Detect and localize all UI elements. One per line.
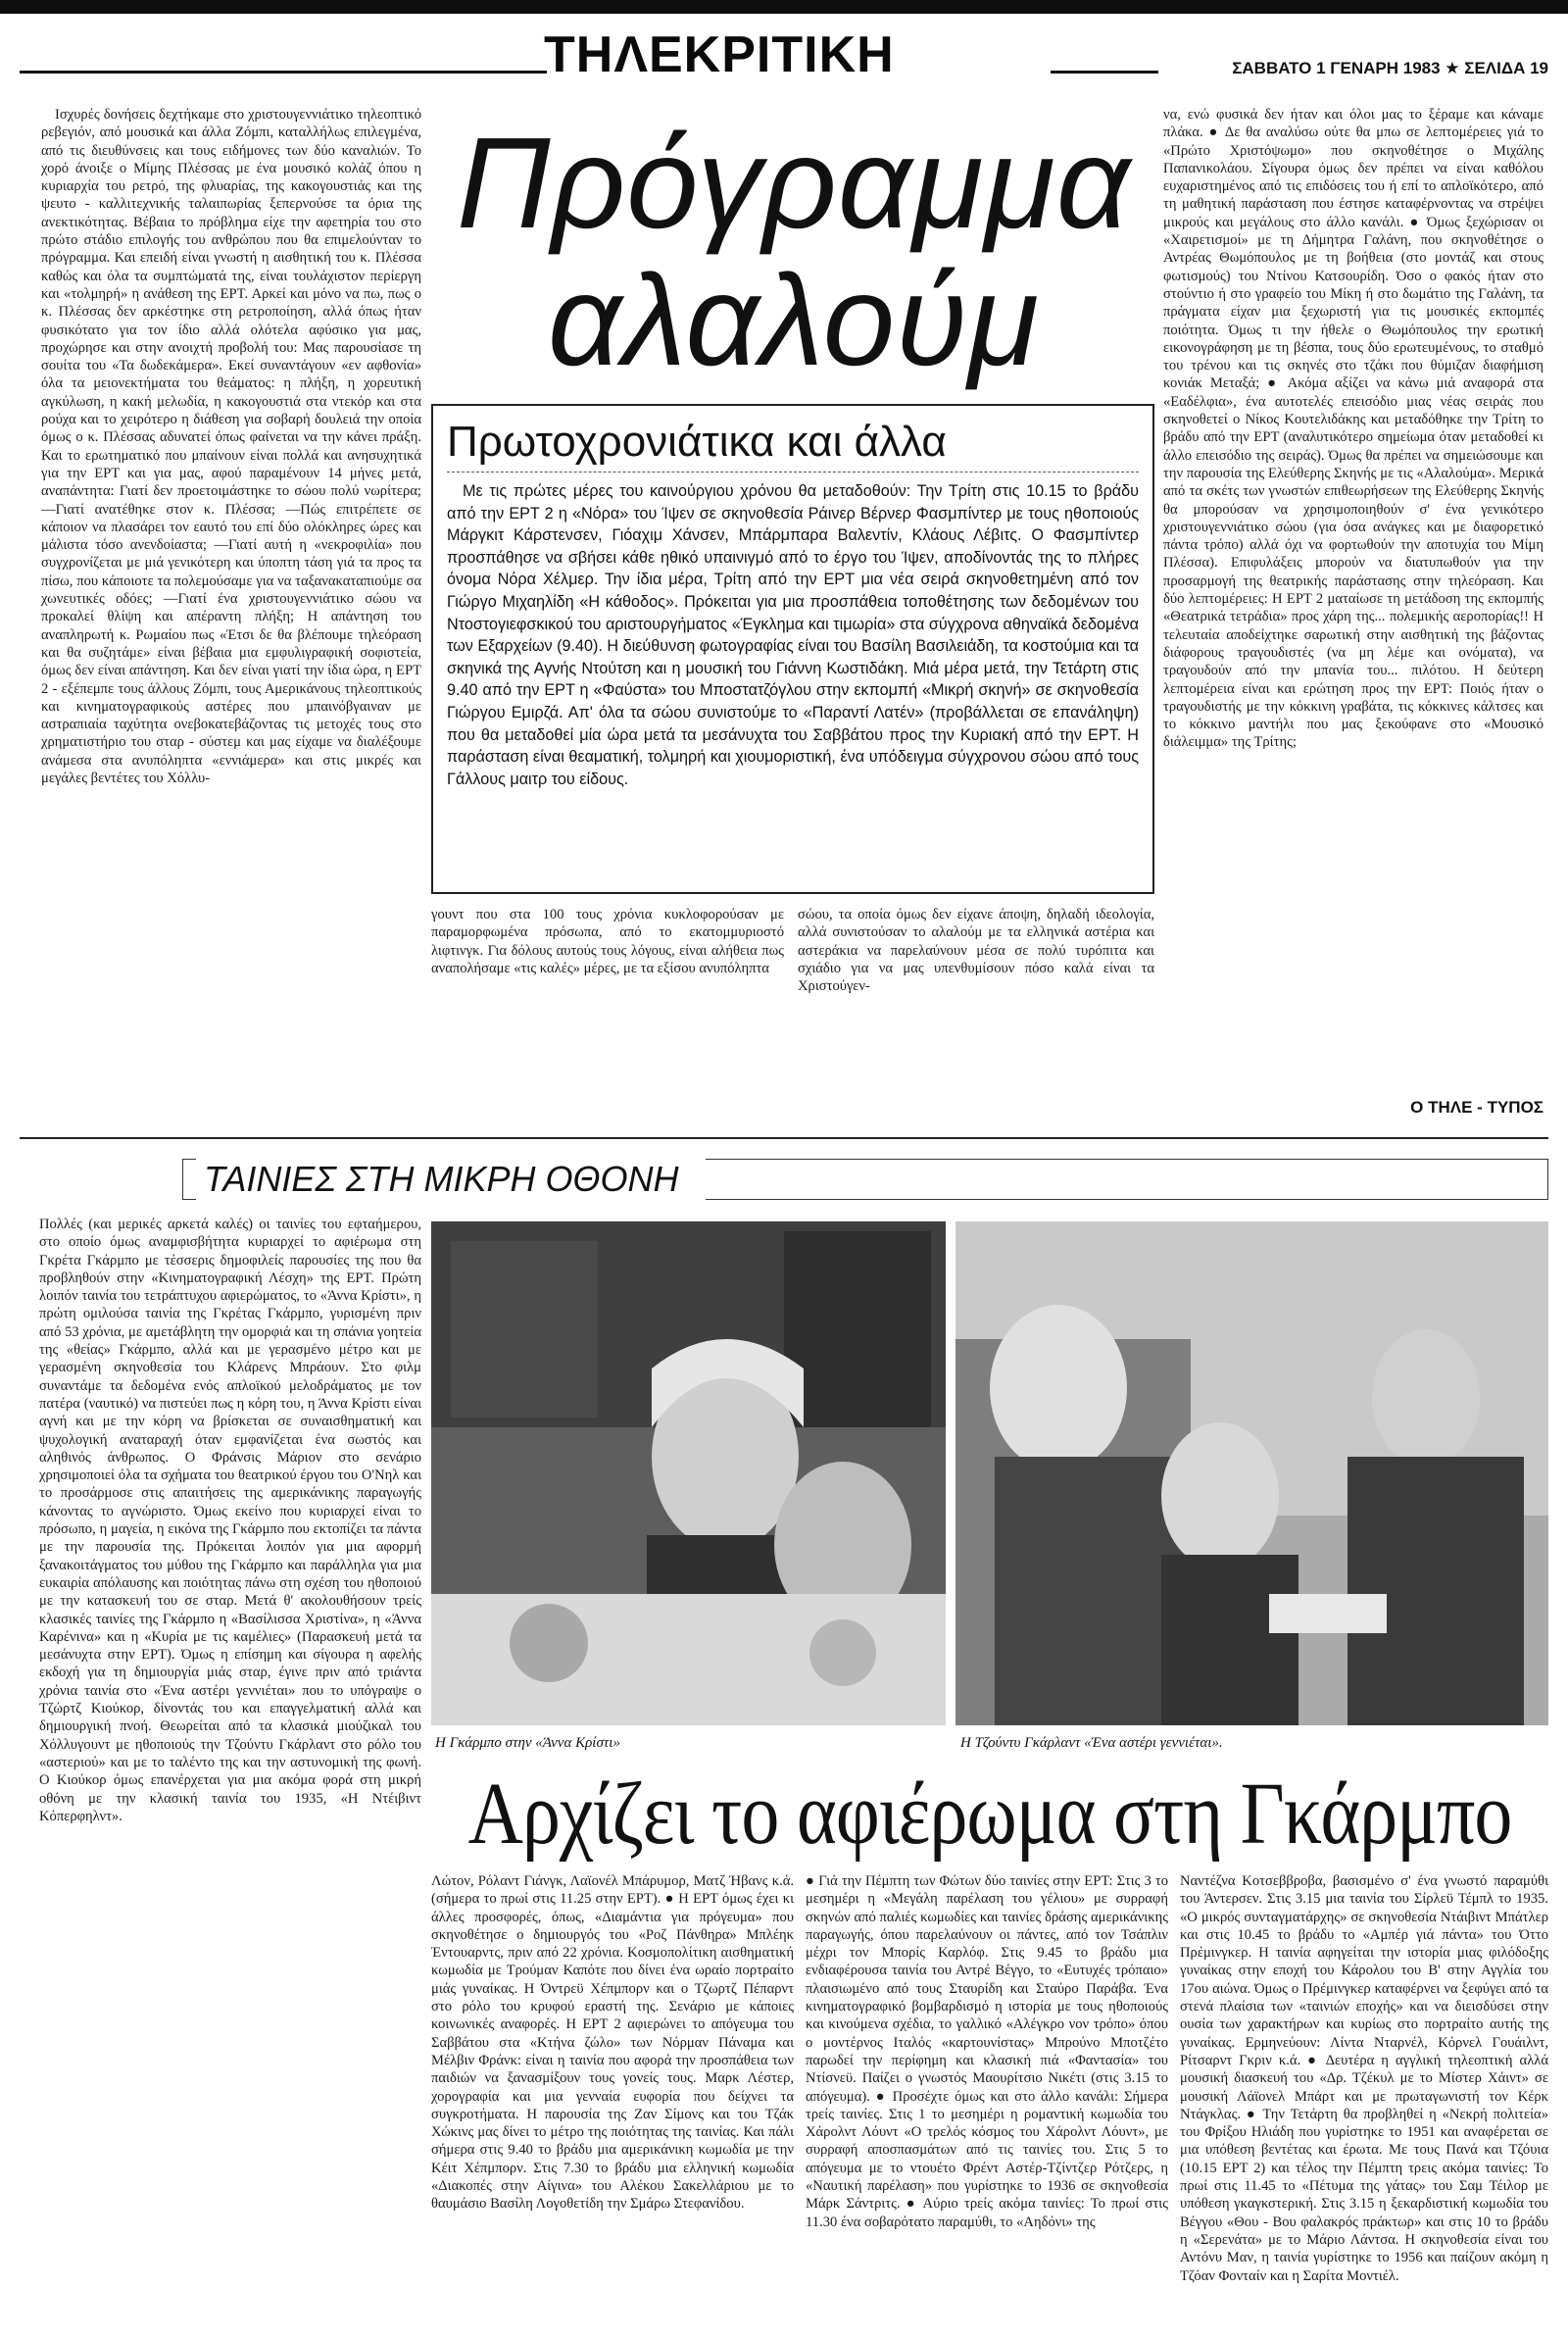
films-banner: ΤΑΙΝΙΕΣ ΣΤΗ ΜΙΚΡΗ ΟΘΟΝΗ — [196, 1157, 706, 1202]
films-mid-col2: ● Γιά την Πέμπτη των Φώτων δύο ταινίες στην ΕΡΤ: Στις 3 το μεσημέρι η «Μεγάλη παρέλαση του γέλιου» με συρραφή σκηνών από παλιές κωμωδίες και ταινίες δράσης αμερικάνικης παραγωγής, όπου παρελαύνουν οι πάντες, από τον Τσάπλιν μέχρι τον Μπορίς Καρλόφ. Στις 9.45 το βράδυ μια ενδιαφέρουσα ταινία του Αντρέ Βέγγο, το «Ευτυχές τρόπαιο» πλαισιωμένο από τους Σταυρίδη και Σταύρο Παράβα. Ένα κινηματογραφικό βομβαρδισμό η ιστορία με τους ηθοποιούς και κινούμενα σχέδια, το γαλλικό «Αλέγκρο νον τρόπο» όπου ο μοντέρνος Ιταλός «καρτουνίστας» Μπρούνο Μποτζέτο παρωδεί την περίφημη και κλασική πιά «Φαντασία» του Ντίσνεϋ. Παίζει ο γνωστός Μαουρίτσιο Νικέτι (στις 3.15 το απόγευμα). ● Προσέχτε όμως και στο άλλο κανάλι: Σήμερα τρείς ταινίες. Στις 1 το μεσημέρι η ρομαντική κωμωδία του Χάρολντ Λόυντ «Ο τρελός κόσμος του Χάρολντ Λόυντ», με συρραφή αποσπασμάτων από τις ταινίες του. Στις 5 το απόγευμα με το ντουέτο Φρέντ Αστέρ-Τζίντζερ Ρότζερς, η «Ναυτική παρέλαση» που γυρίστηκε το 1936 σε σκηνοθεσία Μάρκ Σάντριτς. ● Αύριο τρείς ακόμα ταινίες: Το πρωί στις 11.30 ένα σοβαρότατο παραμύθι, το «Αηδόνι» της — [806, 1873, 1168, 2230]
garland-photo-drawing — [956, 1221, 1548, 1725]
masthead-right-rule — [1051, 71, 1158, 74]
garbo-headline: Αρχίζει το αφιέρωμα στη Γκάρμπο — [467, 1764, 1512, 1863]
caption-garbo: Η Γκάρμπο στην «Άννα Κρίστι» — [435, 1735, 620, 1751]
boxed-story-heading: Πρωτοχρονιάτικα και άλλα — [447, 416, 1139, 473]
films-mid-col1: Λώτον, Ρόλαντ Γιάνγκ, Λαϊονέλ Μπάρυμορ, Ματζ Ήβανς κ.ά. (σήμερα το πρωί στις 11.25 στην ΕΡΤ). ● Η ΕΡΤ όμως έχει κι άλλες προσφορές, όπως, «Διαμάντια για πρόγευμα» που σκηνοθέτησε ο δημιουργός του «Ροζ Πάνθηρα» Μπλέηκ Έντουαρντς, πριν από 22 χρόνια. Κοσμοπολίτικη αισθηματική κωμωδία με Τρούμαν Καπότε που δίνει ένα ωραίο πορτραίτο μιάς γυναίκας. Η Όντρεϋ Χέπμπορν και ο Τζωρτζ Πέπαρντ στο ρόλο του κρυφού εραστή της. Σενάριο με κάποιες κοινωνικές αναφορές. Η ΕΡΤ 2 αφιερώνει το απόγευμα του Σαββάτου στα «Κτήνα ζώλο» των Νόρμαν Πάναμα και Μέλβιν Φράνκ: είναι η ταινία που αφορά την προσπάθεια των παιδιών να ξανασμίξουν τους γονείς τους. Μαρκ Λέστερ, χορογραφία και μια γενναία ευφορία που δείχνει τα συγκροτήματα. Η παρουσία της Ζαν Σίμονς και του Τζάκ Χώκινς μας δίνει το μέτρο της ποιότητας της ταινίας. Και πάλι σήμερα στις 9.40 το βράδυ μια αμερικάνικη κωμωδία με την Κέιτ Χέπμπορν. Στις 7.30 το βράδυ μια ελληνική κωμωδία «Διακοπές στην Αίγινα» του Αλέκου Σακελλάριου με το θαυμάσιο Βασίλη Λογοθετίδη την Σμάρω Στεφανίδου. — [431, 1873, 794, 2213]
masthead-left-rule — [20, 71, 547, 74]
caption-garland: Η Τζούντυ Γκάρλαντ «Ένα αστέρι γεννιέται». — [960, 1735, 1223, 1751]
top-story-bottom-col2: γουντ που στα 100 τους χρόνια κυκλοφορούσαν με παραμορφωμένα πρόσωπα, από το εκατομμυριοστό λιφτινγκ. Για δόλους αυτούς τους λόγους, είναι αλήθεια πως αναπολήσαμε «τις καλές» μέρες, με τα εξίσου ανυπόληπτα — [431, 907, 784, 976]
section-divider — [20, 1137, 1548, 1139]
headline-alaloum: αλαλούμ — [547, 248, 1041, 392]
garbo-photo-drawing — [431, 1221, 946, 1725]
boxed-story-body: Με τις πρώτες μέρες του καινούργιου χρόνου θα μεταδοθούν: Την Τρίτη στις 10.15 το βράδυ από την ΕΡΤ 2 η «Νόρα» του Ίψεν σε σκηνοθεσία Ράινερ Βέρνερ Φασμπίντερ με τους ηθοποιούς Μάργκιτ Κάρστενσεν, Γιόαχιμ Χάνσεν, Μπάρμπαρα Βαλεντίν, Κλάους Λέβιτς. Ο Φασμπίντερ προσπάθησε να σβήσει κάθε ηθικό υπαινιγμό από το έργο του Ίψεν, αποδίνοντάς της το πλήρες όνομα Νόρα Χέλμερ. Την ίδια μέρα, Τρίτη από την ΕΡΤ μια νέα σειρά σκηνοθετημένη από τον Γιώργο Μιχαηλίδη «Η κάθοδος». Πρόκειται για μια προσπάθεια τοποθέτησης των δεδομένων του Ντοστογιεφσκικού του αριστουργήματος «Έγκλημα και τιμωρία» στα σύγχρονα αθηναϊκά δεδομένα των Εξαρχείων (9.40). Η διεύθυνση φωτογραφίας είναι του Βασίλη Βασιλειάδη, τα κοστούμια και τα σκηνικά της Αγνής Ντούτση και η μουσική του Γιάννη Κωστιδάκη. Μιά μέρα μετά, την Τετάρτη στις 9.40 από την ΕΡΤ η «Φαύστα» του Μποστατζόγλου στην εκπομπή «Μικρή σκηνή» σε σκηνοθεσία Γιώργου Εμιρζά. Απ' όλα τα σώου συνιστούμε το «Παραντί Λατέν» (προβάλλεται σε επανάληψη) που θα μεταδοθεί μία ώρα μετά τα μεσάνυχτα του Σαββάτου προς την Κυριακή από την ΕΡΤ. Η παράσταση είναι θεαματική, τολμηρή και χιουμοριστική, ένα υπόδειγμα σύγχρονου σώου από τους Γάλλους μαιτρ του είδους. — [447, 482, 1139, 788]
top-black-rule — [0, 0, 1568, 14]
author-signature: Ο ΤΗΛΕ - ΤΥΠΟΣ — [1410, 1098, 1544, 1117]
date-page-line: ΣΑΒΒΑΤΟ 1 ΓΕΝΑΡΗ 1983 ★ ΣΕΛΙΔΑ 19 — [1232, 59, 1548, 77]
top-story-col1: Ισχυρές δονήσεις δεχτήκαμε στο χριστουγεννιάτικο τηλεοπτικό ρεβεγιόν, από μουσικά και άλλα Ζόμπι, καταλλήλως επιλεγμένα, από τις διευθύνσεις και τους ειδήμονες των δύο καναλιών. Το χορό άνοιξε ο Μίμης Πλέσσας με ένα μουσικό κολάζ όπου η κυριαρχία του ρετρό, της φλυαρίας, της κακογουστιάς και της ψευτο - καλλιτεχνικής ταλαιπωρίας ξεπερνούσε τα όρια της ανεκτικότητας. Βέβαια το πρόβλημα είχε την αφετηρία του στο πρώτο στάδιο επιλογής του ανθρώπου που θα επιμελούνταν το πρόγραμμα. Και επειδή είναι γνωστή η αισθητική του κ. Πλέσσα καθώς και όλα τα συμπτώματά της, είναι τουλάχιστον περίεργη και «τολμηρή» η ανάθεση της ΕΡΤ. Αρκεί και μόνο να πω, πως ο κ. Πλέσσας δεν αρκέστηκε στη ρετροποίηση, αλλά όπως ήταν φυσικότατο για τον ίδιο αλλά ολότελα αφύσικο για μας, προχώρησε και στην ανοιχτή προβολή του: Μας παρουσίασε τη σουίτα του «Τα δωδεκάμερα». Εκεί συναντάγουν «εν αφθονία» όλα τα μειονεκτήματα του θεάματος: η πλήξη, η χορευτική αγκύλωση, η κακή μελωδία, η κακογουστιά στα ντεκόρ και στα ρούχα και το χειρότερο η διάθεση για σοβαρή δουλειά την οποία όμως ο κ. Πλέσσας αδυνατεί όπως φαίνεται να την κάνει πράξη. Και το ερωτηματικό που μπαίνουν είναι πολλά και ανησυχητικά για την ΕΡΤ και για μας, αφού παραμένουν 14 μήνες μετά, αναπάντητα: Γιατί δεν προετοιμάστηκε το σώου πολύ νωρίτερα; —Γιατί ανατέθηκε στον κ. Πλέσσα; —Πώς επιτρέπετε σε κάποιον να πλασάρει τον εαυτό του επί δύο ολόκληρες ώρες και μάλιστα τόσο ανενδοίαστα; —Γιατί αυτή η «νεκροφιλία» που συγχρονίζεται με μιά γενικότερη και ύποπτη τάση γιά τα προς τα πίσω, που κάποιοτε τα πολεμούσαμε για να ταξανακαταπιούμε σα χωνευτικές οδόες; —Γιατί ένα χριστουγεννιάτικο σώου να προκαλεί θλίψη και απέραντη πλήξη; Η απάντηση του αναπληρωτή κ. Ρωμαίου πως «Έτσι δε θα βλέπουμε τηλεόραση και θα συζητάμε» είναι βέβαια μια εμφυλιγραφική σοφιστεία, όμως δεν είναι απάντηση. Και δεν είναι γιατί την ίδια ώρα, η ΕΡΤ 2 - εξέπεμπε τους άλλους Ζόμπι, τους Αμερικάνους τηλεοπτικούς και κινηματογραφικούς αστέρες που μπαινόβγαιναν με αστραπιαία ταχύτητα ονεβοκατεβάζοντας τις μετοχές τους στο χρηματιστήριο του σταρ - σύστεμ και μας είχαμε να διαλέξουμε ανάμεσα στα ανυπόληπτα «εννιάμερα» και στις μικρές και μεγάλες βεντέτες του Χόλλυ- — [41, 107, 421, 786]
garbo-anna-christie-photo — [431, 1221, 946, 1725]
garland-star-is-born-photo — [956, 1221, 1548, 1725]
section-title: ΤΗΛΕΚΡΙΤΙΚΗ — [544, 26, 895, 83]
films-left-column: Πολλές (και μερικές αρκετά καλές) οι ταινίες του εφταήμερου, στο οποίο όμως αναμφισβήτητα κυριαρχεί το αφιέρωμα στη Γκρέτα Γκάρμπο με τέσσερις δημοφιλείς παρουσίες της που θα προβληθούν στην «Κινηματογραφική Λέσχη» της ΕΡΤ. Πρώτη λοιπόν ταινία του τετράπτυχου αφιερώματος, το «Άννα Κρίστι», η πρώτη ομιλούσα ταινία της Γκρέτας Γκάρμπο, γυρισμένη πριν από 53 χρόνια, με αμετάβλητη την ομορφιά και τη σπάνια γοητεία της «θείας» Γκάρμπο, αλλά και με γερασμένο μέτρο και με γερασμένη σκηνοθεσία του Κλάρενς Μπράουν. Στο φιλμ συναντάμε τα δεδομένα ενός απλοϊκού μελοδράματος με τον πατέρα (ναυτικό) να πιστεύει πως η κόρη του, η Άννα Κρίστι είναι αγνή και με την κόρη να βρίσκεται σε συναισθηματική και ψυχολογική αναταραχή όταν εμφανίζεται ένα σωστός και αληθινός άνθρωπος. Ο Φράνσις Μάριον στο σενάριο χρησιμοποιεί όλα τα σχήματα του θεατρικού έργου του Ο'Νηλ και το προσάρμοσε στις απαιτήσεις της αμερικάνικης παραγωγής κάνοντας το αγνώριστο. Όμως εκείνο που κυριαρχεί είναι το πρόσωπο, η μαγεία, η εικόνα της Γκάρμπο που εκτοπίζει τα πάντα με την παρουσία της. Πρόκειται λοιπόν για μια αφορμή ξανακοιτάγματος του μύθου της Γκάρμπο και παράλληλα για μια ευκαιρία απόλαυσης και ποιότητας πάνω στη σχέση του ηθοποιού με την κατασκευή του σε σταρ. Μετά θ' ακολουθήσουν τρείς κλασικές ταινίες της Γκάρμπο η «Βασίλισσα Χριστίνα», η «Άννα Καρένινα» και η «Κυρία με τις καμέλιες» (Παρασκευή μετά τα μεσάνυχτα στην ΕΡΤ). Όμως η επίσημη και σίγουρα η αφελής εκδοχή για τη δημιουργία μιάς σταρ, έγινε πριν από τριάντα χρόνια ταινία στο «Ένα αστέρι γεννιέται» που το υπόγραψε ο Τζώρτζ Κιούκορ, δίνοντάς του και επαγγελματική αλλά και δημιουργική πνοή. Θεωρείται από τα κλασικά μιούζικαλ του Χόλλυγουντ με ηθοποιούς την Τζούντυ Γκάρλαντ στο ρόλο του «αστεριού» και με το ταλέντο της και την αστυνομική της φωνή. Ο Κιούκορ όμως επανέρχεται για μια ακόμα φορά στη μικρή οθόνη με την κλασική ταινία του 1935, «Η Ντέιβιντ Κόπερφηλντ». — [39, 1217, 421, 1824]
top-story-bottom-col3: σώου, τα οποία όμως δεν είχανε άποψη, δηλαδή ιδεολογία, αλλά συνιστούσαν το αλαλούμ με τα ελληνικά αστέρια και αστεράκια να παρελαύνουν μέσα σε πολύ τυρόπιτα και σχιάδιο για να μας υπενθυμίσουν πόσο καλά είναι τα Χριστούγεν- — [798, 907, 1154, 995]
masthead — [0, 14, 1568, 88]
headline-programma: Πρόγραμμα — [456, 111, 1132, 255]
boxed-story — [431, 404, 1154, 894]
films-right-col: Ναντέζνα Κοτσεββροβα, βασισμένο σ' ένα γνωστό παραμύθι του Άντερσεν. Στις 3.15 μια ταινία του Σίρλεϋ Τέμπλ το 1935. «Ο μικρός συνταγματάρχης» σε σκηνοθεσία Ντάιβιντ Μπάτλερ και στις 10.45 το βράδυ το «Αμπέρ γιά πάντα» του Όττο Πρέμινγκερ. Η ταινία αφηγείται την ιστορία μιας φιλόδοξης γυναίκας στην εποχή του Κάρολου του Β' στην Αγγλία του 17ου αιώνα. Όμως ο Πρέμινγκερ καταφέρνει να ξεφύγει από τα στενά πλαίσια των «ταινιών εποχής» και να διεισδύσει στην ουσία των χαρακτήρων και κυρίως στο πορτραίτο αυτής της γυναίκας. Ερμηνεύουν: Λίντα Νταρνέλ, Κόρνελ Γουάιλντ, Ρίτσαρντ Γκριν κ.ά. ● Δευτέρα η αγγλική τηλεοπτική αλλά μουσική διασκευή του «Δρ. Τζέκυλ με το Μίστερ Χάιντ» σε μουσική Λάϊονελ Μπάρτ και με πρωταγωνιστή τον Κέρκ Ντάγκλας. ● Την Τετάρτη θα προβληθεί η «Νεκρή πολιτεία» του Φρίξου Ηλιάδη που γυρίστηκε το 1951 και αναφέρεται σε μια υπόθεση βεντέτας και έρωτα. Με τους Πανά και Τζόυια (10.15 ΕΡΤ 2) και τέλος την Πέμπτη τρεις ακόμα ταινίες: Το πρωί στις 11.45 το «Πέτυμα της γάτας» του Σαμ Τέιλορ με υπόθεση γκαγκστερική. Στις 3.15 η ξεκαρδιστική κωμωδία του Βέγγου «Θου - Βου φαλακρός πράκτωρ» και στις 10 το βράδυ η «Σερενάτα» με το Μάριο Λάντσα. Η σκηνοθεσία είναι του Αντόνυ Μαν, η ταινία γυρίστηκε το 1956 και παίζουν ακόμη η Τζόαν Φονταίν και η Σαρίτα Μοντιέλ. — [1180, 1873, 1548, 2284]
top-story-col3: να, ενώ φυσικά δεν ήταν και όλοι μας το ξέραμε και κάναμε πλάκα. ● Δε θα αναλύσω ούτε θα μπω σε λεπτομέρειες γιά το «Πρώτο Χριστόψωμο» που σκηνοθέτησε ο Μιχάλης Παπανικολάου. Σίγουρα όμως δεν πρέπει να είναι καθόλου ευχαριστημένος από τις επιδόσεις του ή επί το απλοϊκότερο, από τη μαθητική παράσταση που έστησε καταφέρνοντας να στρέψει μικρούς και μεγάλους στο άλλο κανάλι. ● Όμως ξεχώρισαν οι «Χαιρετισμοί» με τη Δήμητρα Γαλάνη, που σκηνοθέτησε ο Αντρέας Θωμόπουλος με τη βοήθεια (στο μοντάζ και στους φωτισμούς) του Ντίνου Κατσουρίδη. Όσο ο φακός ήταν στο στούντιο ή στο γραφείο του Μίκη ή στο δωμάτιο της Γαλάνη, τα πράγματα είχαν μια ξεχωριστή για τις μουσικές εκπομπές ποιότητα. Όμως τι την ήθελε ο Θωμόπουλος την ερωτική εικονογράφηση με τη βέσπα, τους δύο ερωτευμένους, το σταθμό του τρένου και τις σκηνές στο τζάκι που θύμιζαν διαφήμιση κονιάκ Μεταξά; ● Ακόμα αξίζει να κάνω μιά αναφορά στα «Εαδέλφια», ένα αυτοτελές επεισόδιο μιας νέας σειράς που σκηνοθετεί ο Νίκος Κουτελιδάκης και μεταδόθηκε την Τρίτη το βράδυ από την ΕΡΤ (αναλυτικότερο σημείωμα όταν μεταδοθεί κι άλλο επεισόδιο της σειράς). Όμως θα πρέπει να σημειώσουμε και την παρουσία της Ελεύθερης Σκηνής με τις «Αλαλούμα». Μερικά από τα σκέτς των γνωστών επιθεωρήσεων της Ελεύθερης Σκηνής θα μπορούσαν να χρησιμοποιηθούν σ' ένα γενικότερο χριστουγεννιάτικο σώου (για όσα ανάγκες και με διαφορετικό πάντα τρόπο) αλλά όχι να φορτωθούν την αποτυχία του Μίμη Πλέσσα). Επιφυλάξεις μπορούν να διατυπωθούν για την προσαρμογή της θεατρικής παράστασης στην τηλεόραση. Και δύο λεπτομέρειες: Η ΕΡΤ 2 ματαίωσε τη μετάδοση της εκπομπής «Θεατρικά τετράδια» προς χάρη της... πολεμικής αεροπορίας!! Η τελευταία αποδείχτηκε σαρωτική στην αισθητική της βάζοντας διάφορους τραγουδιστές (να μη λέμε και ονόματα), να τραγουδούν από την μπανία του... πιλότου. Η δεύτερη λεπτομέρεια είναι και ερώτηση προς την ΕΡΤ: Ποιός ήταν ο τραγουδιστής με την κόκκινη γραβάτα, τις κόκκινες κάλτσες και το κόκκινο μαντήλι που μας ξεκούφανε στο «Μουσικό διάλειμμα» της Τρίτης; — [1163, 107, 1544, 751]
